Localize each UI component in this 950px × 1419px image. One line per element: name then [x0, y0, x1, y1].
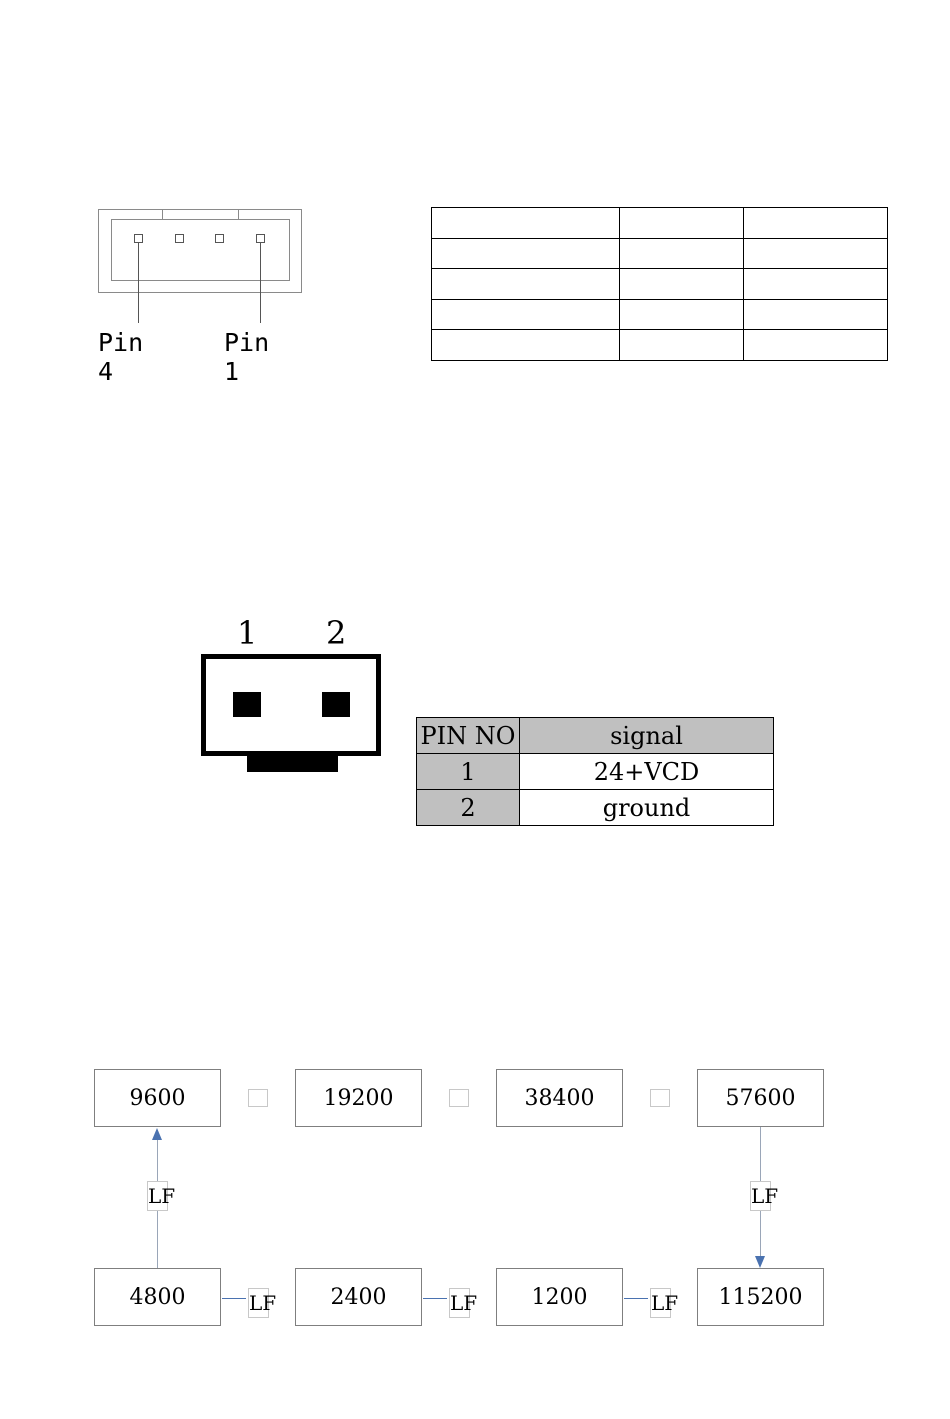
baud-box: 115200	[697, 1268, 824, 1326]
pin-pad	[233, 692, 261, 717]
arrow-left-icon	[222, 1298, 246, 1299]
pin-signal-table	[416, 717, 774, 826]
baud-box: 57600	[697, 1069, 824, 1127]
column-header: PIN NO	[417, 718, 520, 754]
edge-label-box	[449, 1089, 469, 1107]
signal-cell: ground	[520, 790, 774, 826]
pin-square	[175, 234, 184, 243]
pin-square	[256, 234, 265, 243]
baud-rate-diagram	[0, 1086, 950, 1315]
baud-box: 38400	[496, 1069, 623, 1127]
pin-cell: 2	[417, 790, 520, 826]
edge-label: LF	[248, 1288, 269, 1318]
baud-box: 2400	[295, 1268, 422, 1326]
four-pin-table	[431, 207, 888, 361]
table-row	[417, 790, 774, 826]
housing-notch	[162, 209, 163, 219]
pin-square	[134, 234, 143, 243]
baud-box: 4800	[94, 1268, 221, 1326]
baud-box: 9600	[94, 1069, 221, 1127]
two-pin-connector-body	[201, 654, 381, 756]
table-row	[432, 330, 888, 361]
edge-label: LF	[650, 1288, 671, 1318]
table-row	[432, 269, 888, 300]
pin-number-2: 2	[326, 614, 347, 652]
baud-box: 19200	[295, 1069, 422, 1127]
arrow-down-icon	[755, 1256, 765, 1268]
pin1-leader-line	[260, 243, 261, 323]
pin-square	[215, 234, 224, 243]
edge-label: LF	[147, 1181, 168, 1211]
edge-label: LF	[449, 1288, 470, 1318]
table-row	[417, 754, 774, 790]
housing-notch	[238, 209, 239, 219]
signal-cell: 24+VCD	[520, 754, 774, 790]
edge-label-box	[248, 1089, 268, 1107]
pin1-label: Pin 1	[224, 328, 270, 386]
edge-label-box	[650, 1089, 670, 1107]
arrow-left-icon	[624, 1298, 648, 1299]
arrow-up-icon	[152, 1128, 162, 1140]
table-row	[432, 299, 888, 330]
pin-pad	[322, 692, 350, 717]
pin-number-1: 1	[237, 614, 258, 652]
column-header: signal	[520, 718, 774, 754]
connector-latch-tab	[247, 754, 338, 772]
baud-box: 1200	[496, 1268, 623, 1326]
pin-cell: 1	[417, 754, 520, 790]
table-row	[432, 238, 888, 269]
edge-label: LF	[750, 1181, 771, 1211]
table-row	[432, 208, 888, 239]
pin4-label: Pin 4	[98, 328, 144, 386]
arrow-left-icon	[423, 1298, 447, 1299]
pin4-leader-line	[138, 243, 139, 323]
table-header-row	[417, 718, 774, 754]
